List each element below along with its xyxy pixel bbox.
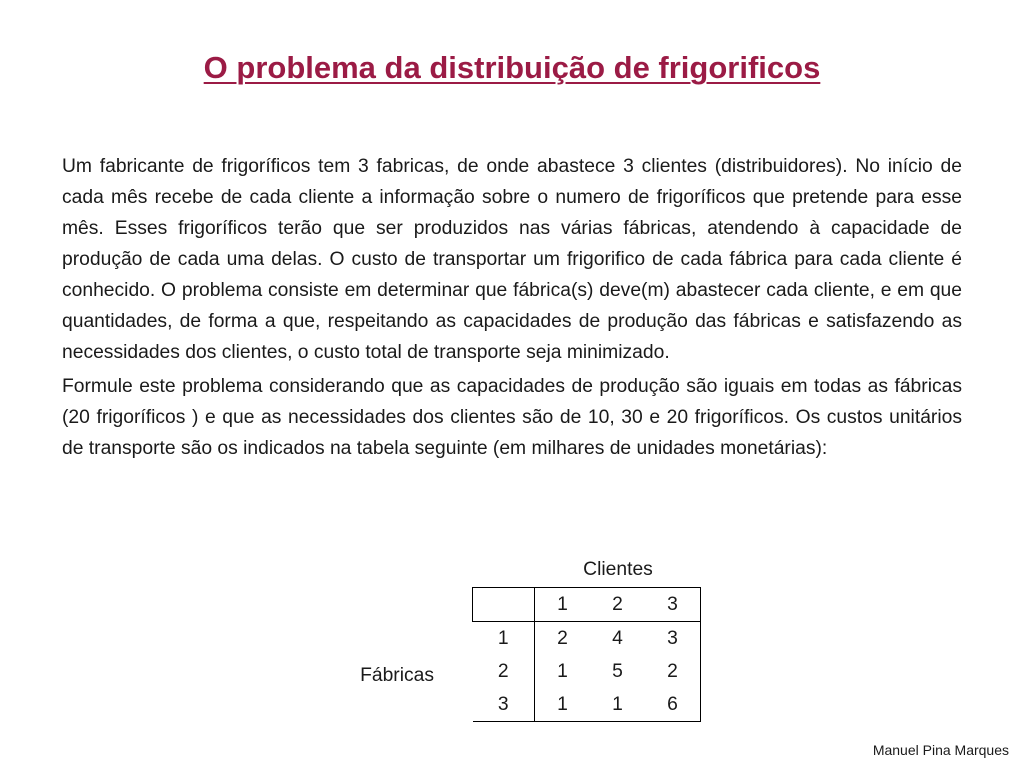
row-header: 2 (497, 660, 509, 682)
column-header: 3 (645, 588, 701, 622)
table-corner-cell (473, 588, 535, 622)
cost-cell: 4 (612, 627, 623, 649)
problem-statement (62, 151, 962, 467)
cost-cell: 6 (645, 688, 701, 722)
cost-cell: 1 (590, 688, 645, 722)
table-row (473, 622, 701, 656)
factories-label: Fábricas (360, 665, 434, 686)
row-header: 3 (473, 688, 535, 722)
table-row (473, 688, 701, 722)
slide-title: O problema da distribuição de frigorificos (203, 50, 821, 85)
paragraph-intro: Um fabricante de frigoríficos tem 3 fabricas, de onde abastece 3 clientes (distribuidores). No início de cada mês recebe de cada cliente a informação sobre o numero de frigoríficos que pretende para esse mês. Esses frigoríficos terão que ser produzidos nas várias fábricas, atendendo à capacidade de produção de cada uma delas. O custo de transportar um frigorifico de cada fábrica para cada cliente é conhecido. O problema consiste em determinar que fábrica(s) deve(m) abastecer cada cliente, e em que quantidades, de forma a que, respeitando as capacidades de produção das fábricas e satisfazendo as necessidades dos clientes, o custo total de transporte seja minimizado. (62, 156, 962, 363)
table-row (473, 655, 701, 688)
transport-cost-table (472, 587, 701, 722)
cost-cell: 5 (612, 660, 623, 682)
cost-cell: 2 (645, 655, 701, 688)
author-footer: Manuel Pina Marques (872, 742, 1009, 758)
cost-cell: 3 (645, 622, 701, 656)
table-header-row (473, 588, 701, 622)
cost-cell: 2 (535, 622, 591, 656)
clients-caption: Clientes (583, 559, 653, 580)
column-header: 2 (590, 588, 645, 622)
row-header: 1 (497, 627, 509, 649)
column-header: 1 (535, 588, 591, 622)
cost-cell: 1 (535, 688, 591, 722)
paragraph-task: Formule este problema considerando que as capacidades de produção são iguais em todas as fábricas (20 frigoríficos ) e que as necessidades dos clientes são de 10, 30 e 20 frigoríficos. Os custos unitários de transporte são os indicados na tabela seguinte (em milhares de unidades monetárias): (62, 376, 962, 459)
cost-cell: 1 (535, 655, 591, 688)
